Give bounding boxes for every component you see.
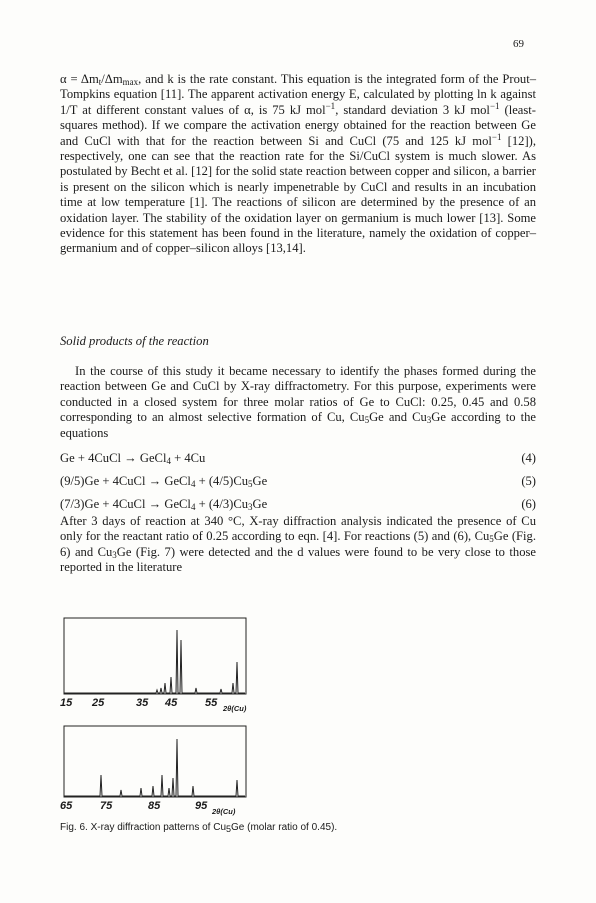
paragraph-results: After 3 days of reaction at 340 °C, X-ray diffraction analysis indicated the presence of Cu only for the reactant ratio of 0.25 according to eqn. [4]. For reactions (5) and (6), $Cu_5Ge$ (Fig. 6) and $Cu_3Ge$ (Fig. 7) were detected and the d values were found to be very close to those reported in the literature [60, 514, 536, 575]
top-tick-45: 45 [165, 697, 178, 709]
bottom-tick-75: 75 [100, 800, 113, 812]
equation-4: Ge + 4CuCl → GeCl$_4$ + 4Cu (4) [60, 447, 536, 470]
equation-number: (4) [521, 451, 536, 465]
xrd-figure [60, 610, 360, 850]
top-tick-55: 55 [205, 697, 218, 709]
bottom-axis-label: 2θ(Cu) [212, 807, 236, 816]
bottom-tick-85: 85 [148, 800, 161, 812]
paragraph-experiment: In the course of this study it became necessary to identify the phases formed during the reaction between Ge and CuCl by X-ray diffractometry. For this purpose, experiments were conducted in a closed system for three molar ratios of Ge to CuCl: 0.25, 0.45 and 0.58 corresponding to an almost selective formation of Cu, $Cu_5Ge$ and $Cu_3Ge$ according to the equations [60, 364, 536, 440]
top-pattern-trace [64, 630, 245, 693]
bottom-pattern-trace [64, 739, 245, 796]
bottom-tick-95: 95 [195, 800, 208, 812]
bottom-tick-65: 65 [60, 800, 73, 812]
bottom-pattern-panel [64, 726, 246, 797]
top-tick-35: 35 [136, 697, 149, 709]
page-number: 69 [513, 38, 524, 50]
equation-number: (6) [521, 497, 536, 511]
paragraph-activation-energy: $\alpha = \Delta m_t/\Delta m_{max}$, and k is the rate constant. This equation is the integrated form of the Prout–Tompkins equation [11]. The apparent activation energy E, calculated by plotting ln k against 1/T at different constant values of α, is 75 kJ mol$^{-1}$, standard deviation 3 kJ mol$^{-1}$ (least-squares method). If we compare the activation energy obtained for the reaction between Ge and CuCl with that for the reaction between Si and CuCl (75 and 125 kJ mol$^{-1}$ [12]), respectively, one can see that the reaction rate for the Si/CuCl system is much slower. As postulated by Becht et al. [12] for the solid state reaction between copper and silicon, a barrier is present on the silicon which is nearly impenetrable by CuCl and results in an incubation time at low temperature [1]. The reactions of silicon are determined by the presence of an oxidation layer. The stability of the oxidation layer on germanium is much lower [13]. Some evidence for this statement has been found in the literature, namely the oxidation of copper–germanium and of copper–silicon alloys [13,14]. [60, 72, 536, 256]
xrd-patterns-svg [60, 610, 360, 850]
equation-block [60, 447, 536, 516]
section-heading: Solid products of the reaction [60, 334, 209, 348]
bottom-panel-frame [64, 726, 246, 797]
top-panel-frame [64, 618, 246, 694]
figure-caption: Fig. 6. X-ray diffraction patterns of $Cu_5Ge$ (molar ratio of 0.45). [60, 822, 338, 834]
top-tick-15: 15 [60, 697, 73, 709]
equation-number: (5) [521, 474, 536, 488]
top-tick-25: 25 [92, 697, 105, 709]
equation-5: (9/5)Ge + 4CuCl → GeCl$_4$ + $(4/5)Cu_5Ge$ (5) [60, 470, 536, 493]
top-pattern-panel [64, 618, 246, 694]
top-axis-label: 2θ(Cu) [223, 704, 247, 713]
equation-6: (7/3)Ge + 4CuCl → GeCl$_4$ + $(4/3)Cu_3Ge$ (6) [60, 493, 536, 516]
